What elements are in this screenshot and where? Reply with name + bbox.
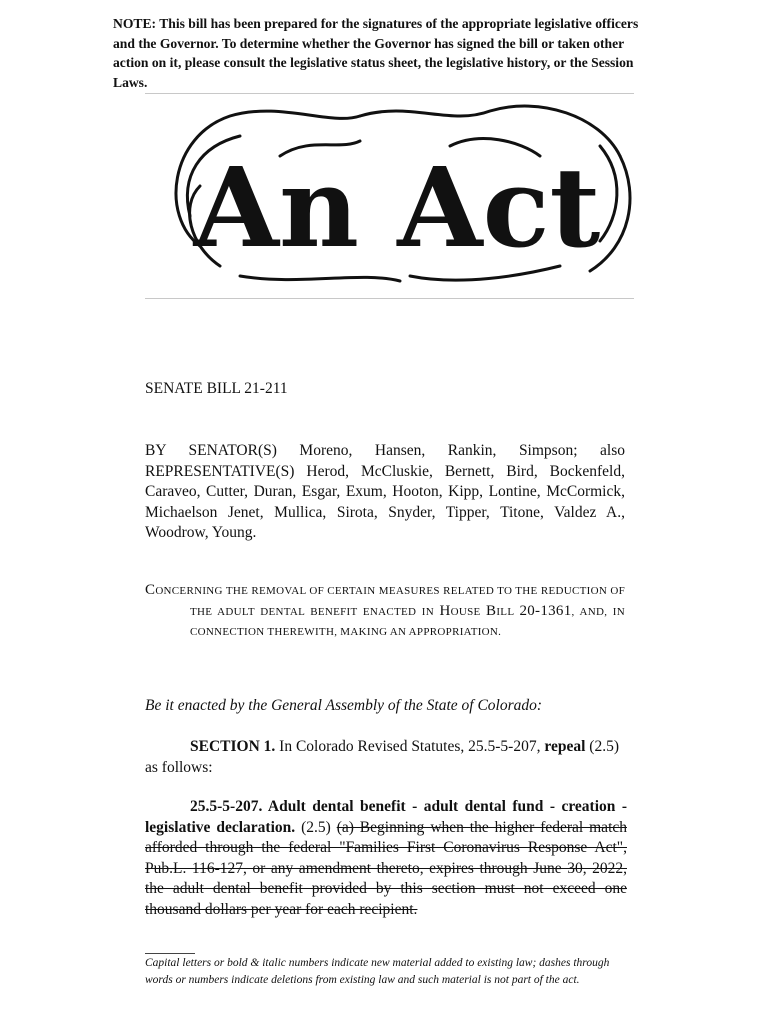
footnote: Capital letters or bold & italic numbers indicate new material added to existing law; dashes through words or numbers indicate deletions from existing law and such material is not part of the act. — [145, 957, 610, 986]
an-act-seal-graphic — [160, 96, 635, 296]
bill-title-cap: C — [145, 582, 156, 598]
statute-text — [145, 797, 627, 920]
bill-number: SENATE BILL 21-211 — [145, 380, 288, 397]
bill-title-part: OUSE — [450, 606, 487, 618]
bill-title-part: , AND, IN CONNECTION THEREWITH, MAKING AN APPROPRIATION. — [190, 606, 625, 638]
an-act-seal — [160, 96, 635, 296]
section-1-text: In Colorado Revised Statutes, 25.5-5-207, — [275, 738, 545, 755]
bill-title-cap: B — [486, 603, 497, 619]
bill-title — [145, 580, 625, 642]
sponsors: BY SENATOR(S) Moreno, Hansen, Rankin, Simpson; also REPRESENTATIVE(S) Herod, McCluskie, Bernett, Bird, Bockenfeld, Caraveo, Cutter, Duran, Esgar, Exum, Hooton, Kipp, Lontine, McCormick, Michaelson Jenet, Mullica, Sirota, Snyder, Tipper, Titone, Valdez A., Woodrow, Young. — [145, 442, 625, 541]
legislative-note: NOTE: This bill has been prepared for the signatures of the appropriate legislative officers and the Governor. To determine whether the Governor has signed the bill or taken other action on it, please consult the legislative status sheet, the legislative history, or the Session Laws. — [113, 16, 639, 90]
struck-text: (a) Beginning when the higher federal match afforded through the federal "Families First Coronavirus Response Act", Pub.L. 116-127, or any amendment thereto, expires through June 30, 2022, the adult dental benefit provided by this section must not exceed one thousand dollars per year for each recipient. — [145, 818, 627, 918]
bill-title-number: 20-1361 — [519, 603, 572, 619]
section-1 — [145, 737, 627, 778]
an-act-seal-text: An Act — [193, 143, 601, 272]
statute-heading: 25.5-5-207. Adult dental benefit - adult dental fund - creation - legislative declaration. — [145, 798, 627, 836]
section-1-heading: SECTION 1. — [190, 738, 276, 755]
seal-top-rule — [145, 93, 634, 94]
section-1-repeal: repeal — [544, 738, 586, 755]
footnote-rule — [145, 953, 195, 954]
bill-title-cap: H — [439, 603, 451, 619]
bill-title-part: ILL — [496, 606, 520, 618]
bill-title-part: ONCERNING THE REMOVAL OF CERTAIN MEASURES RELATED TO THE REDUCTION OF THE ADULT DENTAL BENEFIT ENACTED IN — [155, 585, 625, 618]
statute-subsection: (2.5) — [295, 818, 337, 836]
seal-bottom-rule — [145, 298, 634, 299]
enacting-clause: Be it enacted by the General Assembly of the State of Colorado: — [145, 697, 543, 714]
section-1-text-end: (2.5) as follows: — [145, 738, 619, 776]
